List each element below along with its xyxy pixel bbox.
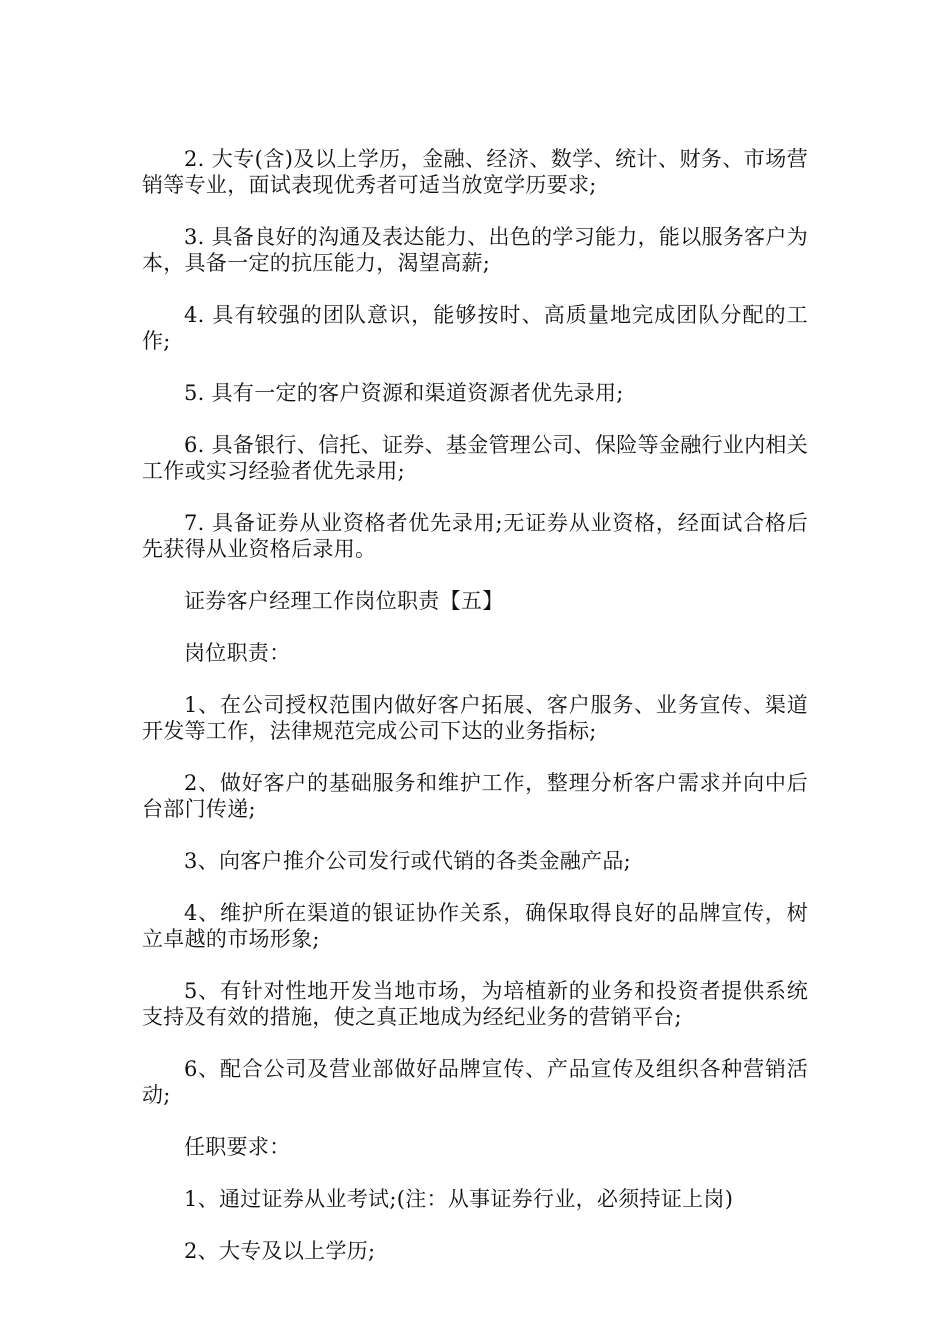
requirement-item-6: 6. 具备银行、信托、证券、基金管理公司、保险等金融行业内相关工作或实习经验者优先录用; [142,433,809,483]
duty-item-6: 6、配合公司及营业部做好品牌宣传、产品宣传及组织各种营销活动; [142,1057,808,1107]
duty-item-5: 5、有针对性地开发当地市场，为培植新的业务和投资者提供系统支持及有效的措施，使之真正地成为经纪业务的营销平台; [142,979,808,1029]
document-body [142,146,808,1290]
requirement-item-2: 2. 大专(含)及以上学历，金融、经济、数学、统计、财务、市场营销等专业，面试表现优秀者可适当放宽学历要求; [142,147,808,197]
duties-heading: 岗位职责： [184,641,291,665]
duty-item-4: 4、维护所在渠道的银证协作关系，确保取得良好的品牌宣传，树立卓越的市场形象; [142,901,808,951]
duty-item-2: 2、做好客户的基础服务和维护工作，整理分析客户需求并向中后台部门传递; [142,771,808,821]
requirement-item-3: 3. 具备良好的沟通及表达能力、出色的学习能力，能以服务客户为本，具备一定的抗压能力，渴望高薪; [142,225,809,275]
qualifications-heading: 任职要求： [184,1135,291,1159]
requirement-item-4: 4. 具有较强的团队意识，能够按时、高质量地完成团队分配的工作; [142,303,808,353]
qualification-item-2: 2、大专及以上学历; [184,1239,376,1263]
duty-item-1: 1、在公司授权范围内做好客户拓展、客户服务、业务宣传、渠道开发等工作，法律规范完成公司下达的业务指标; [142,693,808,743]
section-heading: 证券客户经理工作岗位职责【五】 [184,589,504,613]
requirement-item-5: 5. 具有一定的客户资源和渠道资源者优先录用; [184,381,624,405]
duty-item-3: 3、向客户推介公司发行或代销的各类金融产品; [184,849,632,873]
requirement-item-7: 7. 具备证券从业资格者优先录用;无证券从业资格，经面试合格后先获得从业资格后录用。 [142,511,808,561]
qualification-item-1: 1、通过证券从业考试;(注：从事证券行业，必须持证上岗) [184,1187,734,1211]
